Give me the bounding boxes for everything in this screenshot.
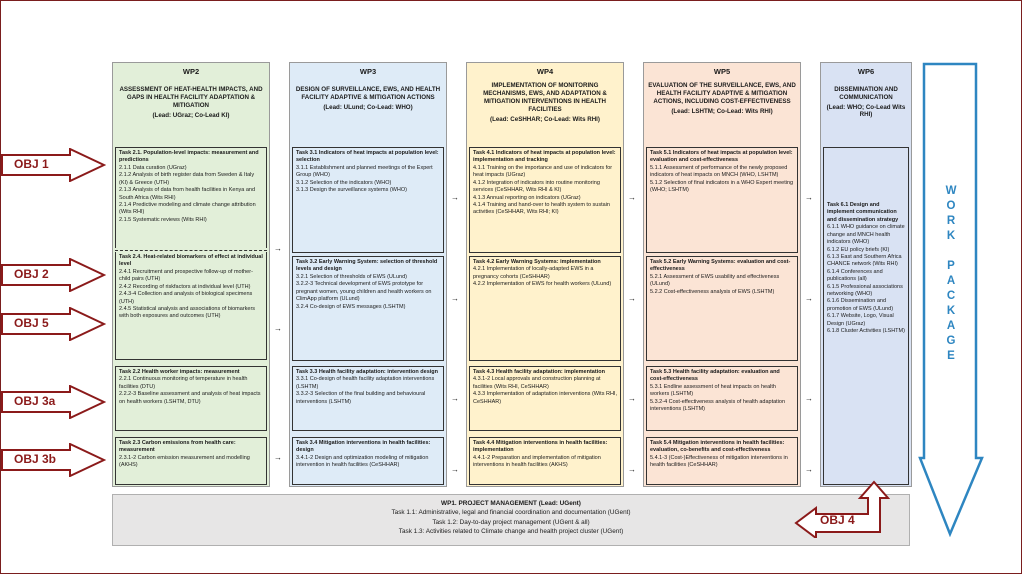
wp6-column: [820, 62, 912, 487]
wp3-label: WP3: [359, 67, 377, 76]
wp2-column: [112, 62, 270, 487]
project-management-title: WP1. PROJECT MANAGEMENT (Lead: UGent): [441, 500, 581, 507]
wp2-title: ASSESSMENT OF HEAT-HEALTH IMPACTS, AND GAPS IN HEALTH FACILITY ADAPTATION & MITIGATION: [119, 86, 263, 110]
wp3-title: DESIGN OF SURVEILLANCE, EWS, AND HEALTH FACILITY ADAPTIVE & MITIGATION ACTIONS: [295, 86, 441, 102]
arrow-right-icon: →: [628, 394, 636, 403]
work-package-arrow: [918, 62, 984, 537]
arrow-right-icon: →: [451, 394, 459, 403]
arrow-right-icon: →: [274, 453, 282, 462]
work-package-label: W O R K P A C K A G E: [945, 185, 957, 362]
wp4-lead: (Lead: CeSHHAR; Co-Lead: Wits RHI): [490, 116, 600, 124]
task-2-2: Task 2.2 Health worker impacts: measurement 2.2.1 Continuous monitoring of temperature in health facilities (DTU) 2.2.2-3 Baseline assessment and analysis of heat impacts on health workers (LSHTM, DTU): [115, 366, 267, 431]
arrow-right-icon: →: [274, 244, 282, 253]
arrow-right-icon: →: [451, 465, 459, 474]
task-2-4: Task 2.4. Heat-related biomarkers of effect at individual level 2.4.1 Recruitment and prospective follow-up of mother-child pairs (UTH) 2.4.2 Recording of riskfactors at individual level (UTH) 2.4.3-4 Collection and analysis of biological specimens (UTH) 2.4.5 Statistical analysis and associations of biomarkers with both exposures and outcomes (UTH): [115, 252, 267, 360]
arrow-right-icon: →: [451, 294, 459, 303]
management-task: Task 1.3: Activities related to Climate change and health project cluster (UGent): [398, 527, 624, 535]
wp6-lead: (Lead: WHO; Co-Lead Wits RHI): [826, 104, 906, 119]
arrow-right-icon: →: [274, 324, 282, 333]
obj-5-arrow: OBJ 5: [0, 307, 106, 341]
wp6-title: DISSEMINATION AND COMMUNICATION: [834, 86, 898, 102]
task-2-3: Task 2.3 Carbon emissions from health care: measurement 2.3.1-2 Carbon emission measurement and modelling (AKHS): [115, 437, 267, 485]
arrow-right-icon: →: [451, 193, 459, 202]
wp2-lead: (Lead: UGraz; Co-Lead KI): [152, 112, 230, 120]
task-5-2: Task 5.2 Early Warning Systems: evaluation and cost-effectiveness 5.2.1 Assessment of EWS usability and effectiveness (ULund) 5.2.2 Cost-effectiveness analysis of EWS (LSHTM): [646, 256, 798, 361]
arrow-right-icon: →: [805, 294, 813, 303]
arrow-right-icon: →: [805, 193, 813, 202]
bent-arrow-icon: [794, 478, 890, 538]
project-management-box: [112, 494, 910, 546]
task-4-2: Task 4.2 Early Warning Systems: implementation 4.2.1 Implementation of locally-adapted EWS in a pregnancy cohorts (CeSHHAR) 4.2.2 Implementation of EWS for health workers (ULund): [469, 256, 621, 361]
arrow-right-icon: →: [628, 465, 636, 474]
wp2-label: WP2: [182, 67, 200, 76]
task-6-1: Task 6.1 Design and implement communication and dissemination strategy 6.1.1 WHO guidance on climate change and MNCH health indicators (WHO) 6.1.2 EU policy briefs (KI) 6.1.3 East and Southern Africa CHANCE network (Wits RHI) 6.1.4 Conferences and publications (all) 6.1.5 Professional associations networking (WHO) 6.1.6 Dissemination and promotion of EWS (ULund) 6.1.7 Website, Logo, Visual Design (UGraz) 6.1.8 Cluster Activities (LSHTM): [823, 147, 909, 485]
obj-4-arrow: OBJ 4: [794, 478, 890, 538]
task-4-3: Task 4.3 Health facility adaptation: implementation 4.3.1-2 Local approvals and construction planning at facilities (Wits RHI, CeSHHAR) 4.3.3 Implementation of adaptation interventions (Wits RHI, CeSHHAR): [469, 366, 621, 431]
wp4-column: [466, 62, 624, 487]
task-3-3: Task 3.3 Health facility adaptation: intervention design 3.3.1 Co-design of health facility adaptation interventions (LSHTM) 3.3.2-3 Selection of the final building and behavioural interventions (LSHTM): [292, 366, 444, 431]
wp4-label: WP4: [536, 67, 554, 76]
wp4-title: IMPLEMENTATION OF MONITORING MECHANISMS, EWS, AND ADAPTATION & MITIGATION INTERVENTIONS IN HEALTH FACILITIES: [483, 82, 607, 114]
wp3-column: [289, 62, 447, 487]
obj-2-arrow: OBJ 2: [0, 258, 106, 292]
task-3-2: Task 3.2 Early Warning System: selection of threshold levels and design 3.2.1 Selection of thresholds of EWS (ULund) 3.2.2-3 Technical development of EWS prototype for pregnant women, young children and health workers on ClimApp platform (ULund) 3.2.4 Co-design of EWS messages (LSHTM): [292, 256, 444, 361]
wp3-lead: (Lead: ULund; Co-Lead: WHO): [323, 104, 413, 112]
task-2-1: Task 2.1. Population-level impacts: measurement and predictions 2.1.1 Data curation (UGraz) 2.1.2 Analysis of birth register data from Sweden & Italy (KI) & Greece (UTH) 2.1.3 Analysis of data from health facilities in Kenya and South Africa (Wits RHI) 2.1.4 Predictive modeling and climate change attribution (Wits RHI) 2.1.5 Systematic reviews (Wits RHI): [115, 147, 267, 248]
obj-3b-arrow: OBJ 3b: [0, 443, 106, 477]
management-task: Task 1.1: Administrative, legal and financial coordination and documentation (UGent): [391, 509, 631, 517]
divider: [115, 250, 267, 251]
wp5-label: WP5: [713, 67, 731, 76]
task-4-4: Task 4.4 Mitigation interventions in health facilities: implementation 4.4.1-2 Preparation and implementation of mitigation interventions in health facilities (AKHS): [469, 437, 621, 485]
arrow-right-icon: →: [805, 394, 813, 403]
task-5-4: Task 5.4 Mitigation interventions in health facilities: evaluation, co-benefits and cost-effectiveness 5.4.1-3 (Cost-)Effectiveness of mitigation interventions in health facilities (CeSHHAR): [646, 437, 798, 485]
arrow-right-icon: →: [628, 294, 636, 303]
task-4-1: Task 4.1 Indicators of heat impacts at population level: implementation and tracking 4.1.1 Training on the importance and use of indicators for heat impacts (UGraz) 4.1.2 Integration of indicators into routine monitoring services (CeSHHAR, Wits RHI & KI) 4.1.3 Annual reporting on indicators (UGraz) 4.1.4 Training and hand-over to health system to sustain activities (CeSHHAR, Wits RHI; KI): [469, 147, 621, 253]
wp5-lead: (Lead: LSHTM; Co-Lead: Wits RHI): [671, 108, 773, 116]
wp5-title: EVALUATION OF THE SURVEILLANCE, EWS, AND HEALTH FACILITY ADAPTIVE & MITIGATION ACTIONS, INCLUDING COST-EFFECTIVENESS: [648, 82, 796, 106]
task-3-1: Task 3.1 Indicators of heat impacts at population level: selection 3.1.1 Establishment and planned meetings of the Expert Group (WHO) 3.1.2 Selection of the indicators (WHO) 3.1.3 Design the surveillance systems (WHO): [292, 147, 444, 253]
task-5-1: Task 5.1 Indicators of heat impacts at population level: evaluation and cost-effectiveness 5.1.1 Assessment of performance of the newly proposed indicators of heat impacts on MNCH (WHO, LSHTM) 5.1.2 Selection of final indicators in a WHO Expert meeting (WHO; LSHTM): [646, 147, 798, 253]
obj-1-arrow: OBJ 1: [0, 148, 106, 182]
task-3-4: Task 3.4 Mitigation interventions in health facilities: design 3.4.1-2 Design and optimization modeling of mitigation intervention in health facilities (CeSHHAR): [292, 437, 444, 485]
wp5-column: [643, 62, 801, 487]
task-5-3: Task 5.3 Health facility adaptation: evaluation and cost-effectiveness 5.3.1 Endline assessment of heat impacts on health workers (LSHTM) 5.3.2-4 Cost-effectiveness analysis of health adaptation interventions (LSHTM): [646, 366, 798, 431]
arrow-right-icon: →: [628, 193, 636, 202]
management-task: Task 1.2: Day-to-day project management (UGent & all): [432, 518, 590, 526]
arrow-right-icon: →: [805, 465, 813, 474]
obj-3a-arrow: OBJ 3a: [0, 385, 106, 419]
wp6-label: WP6: [857, 67, 875, 76]
